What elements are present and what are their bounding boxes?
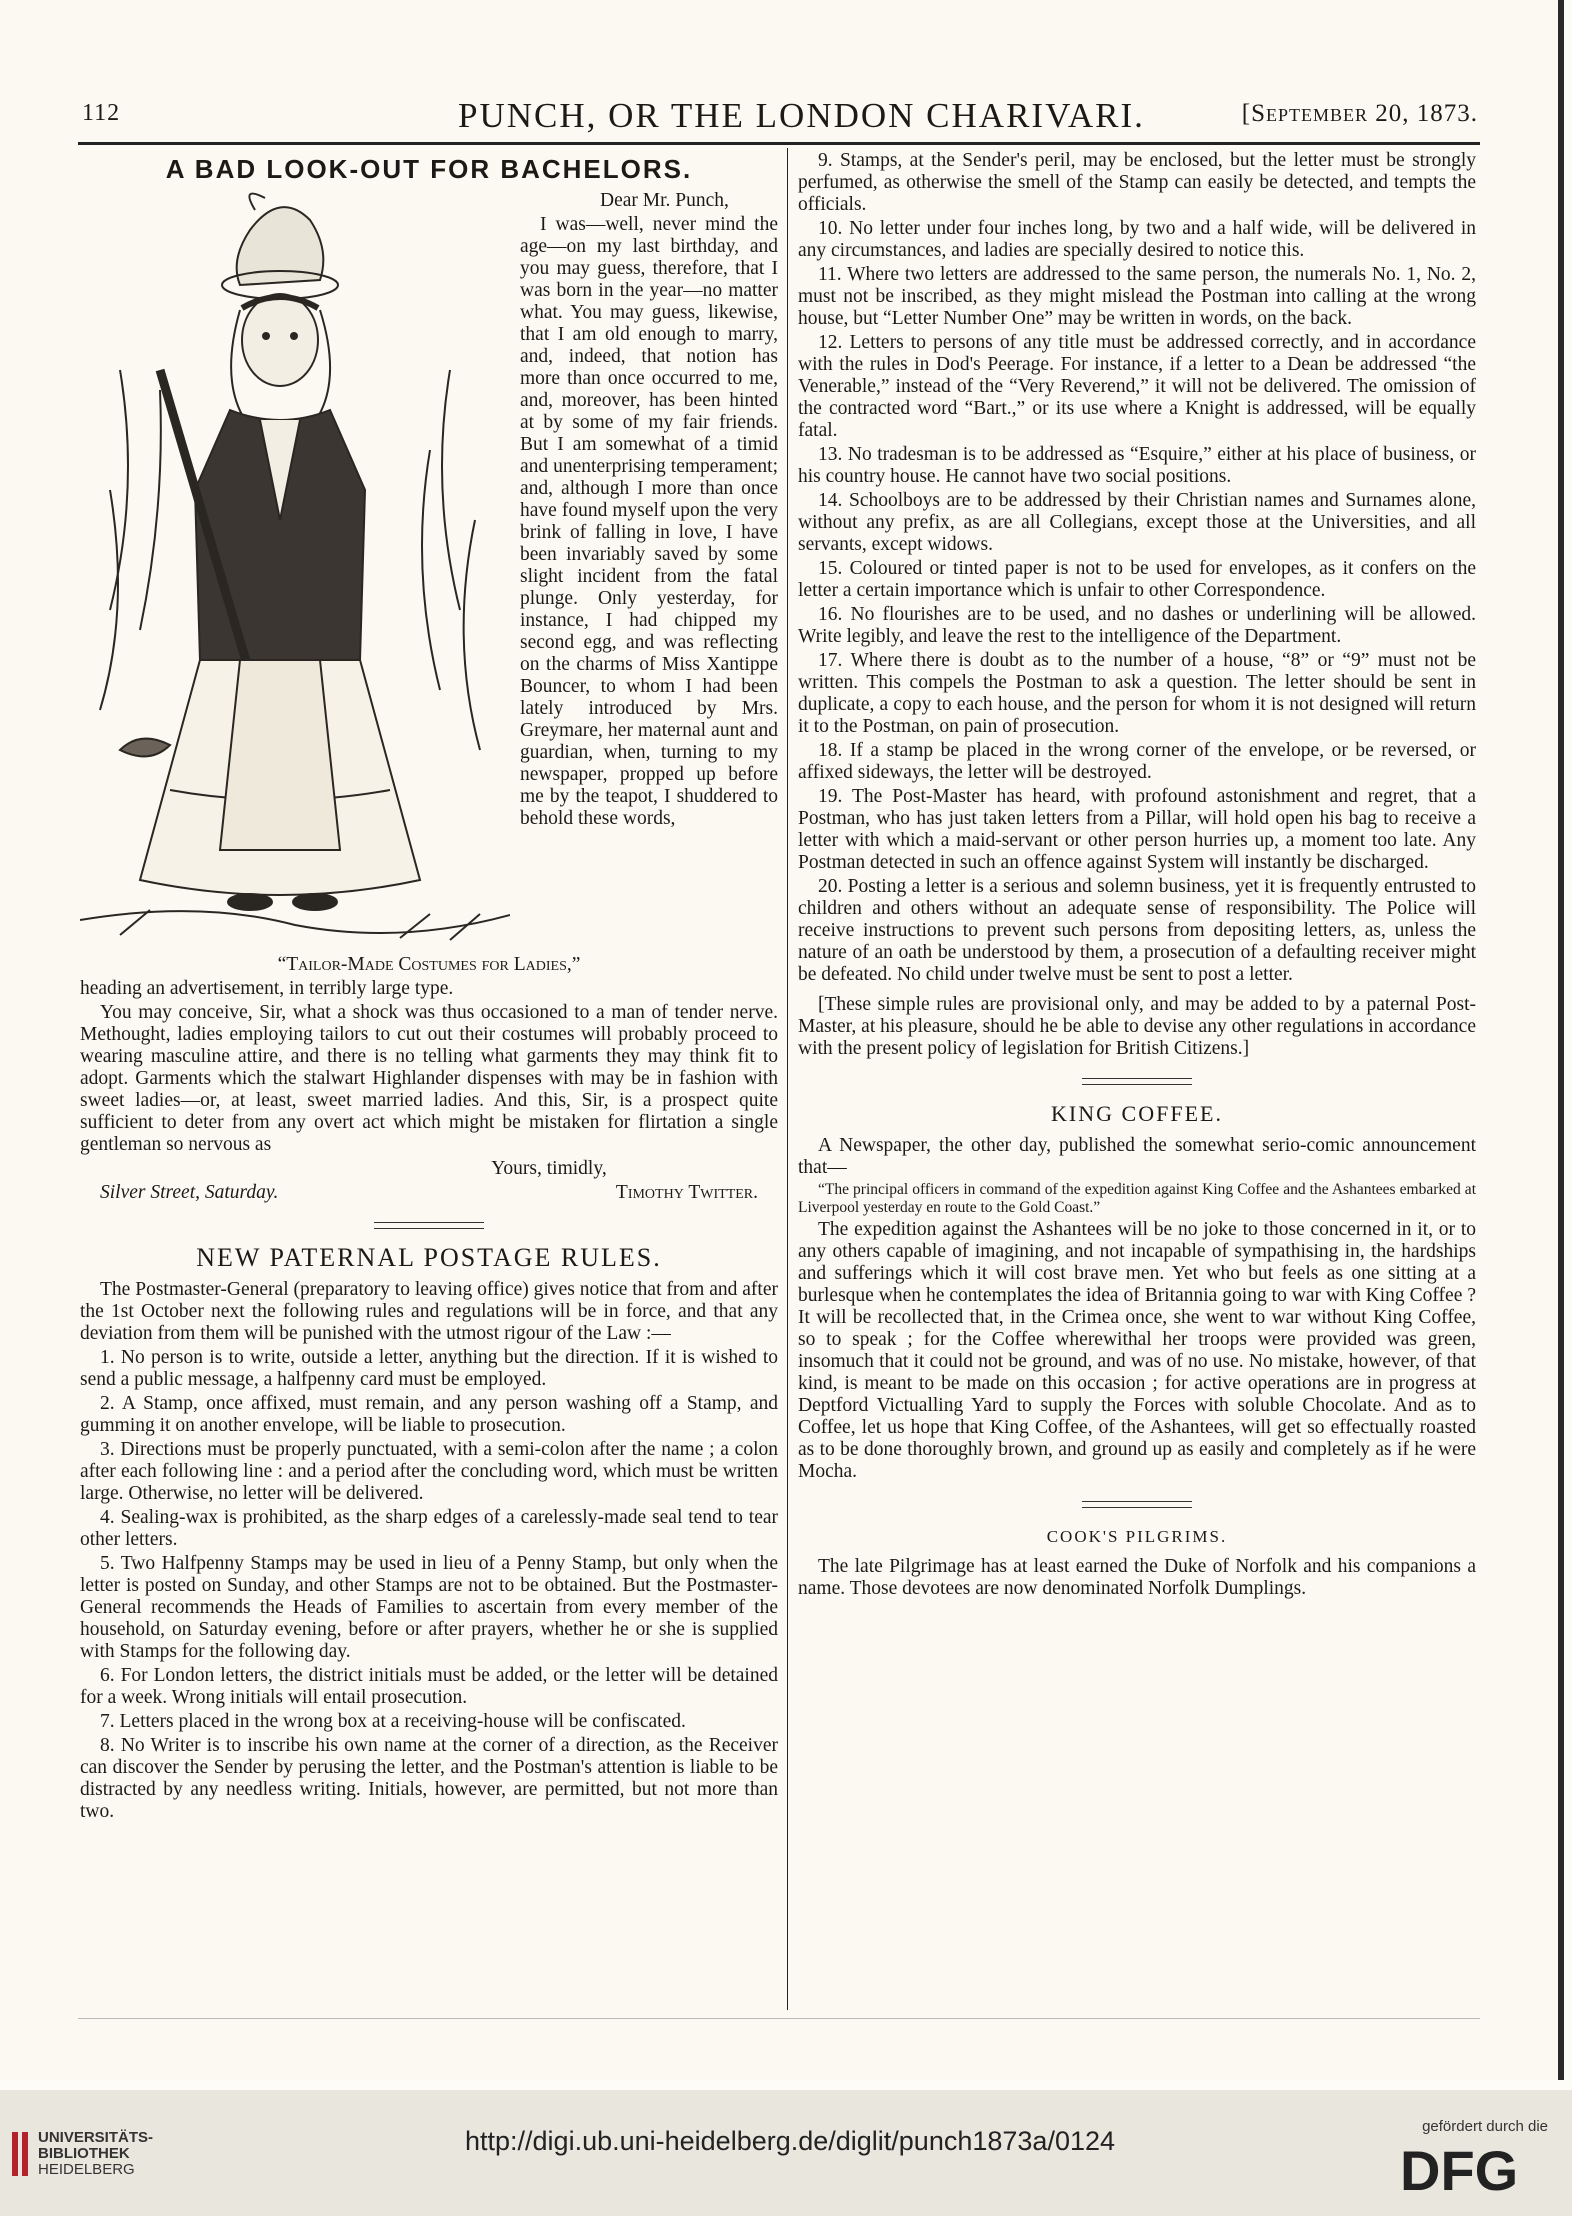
left-column xyxy=(80,150,778,2010)
rule-item: 9. Stamps, at the Sender's peril, may be enclosed, but the letter must be strongly perfumed, as otherwise the smell of the Stamp can easily be detected, and tempts the officials. xyxy=(798,150,1476,215)
page-number: 112 xyxy=(82,100,121,126)
rule-item: 19. The Post-Master has heard, with profound astonishment and regret, that a Postman, who has just taken letters from a Pillar, will hold open his bag to receive a letter with which a maid-servant or other person hurries up, a moment too late. Any Postman detected in such an offence against System will instantly be discharged. xyxy=(798,786,1476,873)
column-divider xyxy=(787,148,788,2010)
university-library-logo-icon xyxy=(10,2132,30,2176)
right-column xyxy=(798,150,1476,2010)
article-title-pilgrims: COOK'S PILGRIMS. xyxy=(1046,1527,1228,1546)
source-url-link[interactable]: http://digi.ub.uni-heidelberg.de/diglit/punch1873a/0124 xyxy=(465,2126,1116,2156)
illustration-woman-with-gun xyxy=(80,190,510,950)
rule-item: 10. No letter under four inches long, by two and a half wide, will be delivered in any circumstances, and ladies are specially desired to notice this. xyxy=(798,218,1476,261)
rule-item: 4. Sealing-wax is prohibited, as the sharp edges of a carelessly-made seal tend to tear other letters. xyxy=(80,1507,778,1550)
pilgrims-body: The late Pilgrimage has at least earned the Duke of Norfolk and his companions a name. Those devotees are now denominated Norfolk Dumplings. xyxy=(798,1556,1476,1599)
article-title-coffee: KING COFFEE. xyxy=(1051,1101,1223,1126)
rule-item: 11. Where two letters are addressed to the same person, the numerals No. 1, No. 2, must not be inscribed, as they might mislead the Postman into calling at the wrong house, but “Letter Number One” may be written in words, on the back. xyxy=(798,264,1476,329)
rule-item: 5. Two Halfpenny Stamps may be used in lieu of a Penny Stamp, but only when the letter is posted on Sunday, and other Stamps are not to be obtained. But the Postmaster-General recommends the Heads of Families to ascertain from every member of the household, on Saturday evening, before or after prayers, whether he or she is supplied with Stamps for the following day. xyxy=(80,1553,778,1662)
rule-item: 6. For London letters, the district initials must be added, or the letter will be detained for a week. Wrong initials will entail prosecution. xyxy=(80,1665,778,1708)
rule-item: 1. No person is to write, outside a letter, anything but the direction. If it is wished to send a public message, a halfpenny card must be employed. xyxy=(80,1347,778,1390)
postage-note: [These simple rules are provisional only, and may be added to by a paternal Post-Master, at his pleasure, should he be able to devise any other regulations in accordance with the present policy of legislation for British Citizens.] xyxy=(798,994,1476,1059)
rule-item: 16. No flourishes are to be used, and no dashes or underlining will be allowed. Write legibly, and leave the rest to the intelligence of the Department. xyxy=(798,604,1476,647)
bachelors-paragraph-1: I was—well, never mind the age—on my last birthday, and you may guess, therefore, that I was born in the year—no matter what. You may guess, likewise, that I am old enough to marry, and, indeed, that notion has more than once occurred to me, and, moreover, has been hinted at by some of my fair friends. But I am somewhat of a timid and unenterprising temperament; and, although I more than once have found myself upon the very brink of falling in love, I have been invariably saved by some slight incident from the fatal plunge. Only yesterday, for instance, I had chipped my second egg, and was reflecting on the charms of Miss Xantippe Bouncer, to whom I had been lately introduced by Mrs. Greymare, her maternal aunt and guardian, when, turning to my newspaper, propped up before me by the teapot, I shuddered to behold these words, xyxy=(520,214,778,829)
dfg-logo-icon xyxy=(1398,2140,1548,2196)
svg-text:DFG: DFG xyxy=(1400,2140,1519,2196)
coffee-intro: A Newspaper, the other day, published the somewhat serio-comic announcement that— xyxy=(798,1135,1476,1178)
coffee-body: The expedition against the Ashantees will be no joke to those concerned in it, or to any others capable of imagining, and not incapable of sympathising in, the hardships and sufferings which it will cost brave men. Yet who but feels as one sitting at a burlesque when he contemplates the idea of Britannia going to war with King Coffee ? It will be recollected that, in the Crimea once, she went to war without King Coffee, so to speak ; for the Coffee wherewithal her troops were provided was green, insomuch that it could not be ground, and was of no use. No mistake, however, of that kind, is meant to be made on this occasion ; for active operations are in progress at Deptford Victualling Yard to supply the Forces with soluble Chocolate. And as to Coffee, let us hope that King Coffee, of the Ashantees, will get so effectually roasted as to be done thoroughly brown, and ground up as easily and completely as if he were Mocha. xyxy=(798,1219,1476,1482)
masthead xyxy=(78,96,1478,136)
rule-item: 12. Letters to persons of any title must be addressed correctly, and in accordance with the rules in Dod's Peerage. For instance, if a letter to a Dean be addressed “the Venerable,” instead of the “Very Reverend,” it will not be delivered. The omission of the contracted word “Bart.,” or its use where a Knight is addressed, will be equally fatal. xyxy=(798,332,1476,441)
rule-item: 15. Coloured or tinted paper is not to be used for envelopes, as it confers on the letter a certain importance which is unfair to other Correspondence. xyxy=(798,558,1476,601)
library-name: UNIVERSITÄTS- BIBLIOTHEK HEIDELBERG xyxy=(38,2129,154,2178)
masthead-rule xyxy=(78,142,1480,145)
funding-label: gefördert durch die xyxy=(1422,2118,1548,2135)
issue-date: [September 20, 1873. xyxy=(1241,100,1478,127)
postage-intro: The Postmaster-General (preparatory to leaving office) gives notice that from and after the 1st October next the following rules and regulations will be in force, and that any deviation from them will be punished with the utmost rigour of the Law :— xyxy=(80,1279,778,1344)
advert-quote: “Tailor-Made Costumes for Ladies,” xyxy=(277,954,581,975)
publication-title: PUNCH, OR THE LONDON CHARIVARI. xyxy=(458,96,1145,135)
rule-item: 8. No Writer is to inscribe his own name at the corner of a direction, as the Receiver can discover the Sender by perusing the letter, and the Postman's attention is liable to be distracted by any needless writing. Initials, however, are permitted, but not more than two. xyxy=(80,1735,778,1822)
signature-name: Timothy Twitter. xyxy=(615,1182,758,1203)
salutation: Dear Mr. Punch, xyxy=(600,190,729,211)
closing: Yours, timidly, xyxy=(491,1158,607,1179)
signature-place: Silver Street, Saturday. xyxy=(100,1182,279,1203)
rule-item: 20. Posting a letter is a serious and solemn business, yet it is frequently entrusted to children and others without an adequate sense of responsibility. The Police will receive instructions to prevent such persons from depositing letters, as, unless the nature of an oath be understood by them, a prosecution of a defaulting receiver might be defeated. No child under twelve must be sent to post a letter. xyxy=(798,876,1476,985)
bachelors-paragraph-2: heading an advertisement, in terribly large type. xyxy=(80,978,454,999)
section-divider xyxy=(1082,1501,1192,1508)
article-title-postage: NEW PATERNAL POSTAGE RULES. xyxy=(196,1243,662,1272)
rule-item: 14. Schoolboys are to be addressed by their Christian names and Surnames alone, without any prefix, as are all Collegians, except those at the Universities, and all servants, except widows. xyxy=(798,490,1476,555)
coffee-quote: “The principal officers in command of the expedition against King Coffee and the Ashantees embarked at Liverpool yesterday en route to the Gold Coast.” xyxy=(798,1181,1476,1216)
rule-item: 18. If a stamp be placed in the wrong corner of the envelope, or be reversed, or affixed sideways, the letter will be destroyed. xyxy=(798,740,1476,783)
digitization-footer xyxy=(0,2090,1572,2216)
signature-line xyxy=(80,1182,778,1204)
rule-item: 3. Directions must be properly punctuated, with a semi-colon after the name ; a colon after each following line : and a period after the concluding word, which must be written large. Otherwise, no letter will be delivered. xyxy=(80,1439,778,1504)
bachelors-paragraph-3: You may conceive, Sir, what a shock was thus occasioned to a man of tender nerve. Methought, ladies employing tailors to cut out their costumes will probably proceed to wearing masculine attire, and there is no telling what garments they may think fit to adopt. Garments which the stalwart Highlander dispenses with may be in fashion with sweet ladies—or, at least, sweet married ladies. And this, Sir, is a prospect quite sufficient to deter from any overt act which might be mistaken for flirtation a single gentleman so nervous as xyxy=(80,1002,778,1155)
rule-item: 17. Where there is doubt as to the number of a house, “8” or “9” must not be written. This compels the Postman to ask a question. The letter should be sent in duplicate, a copy to each house, and the person for whom it is not designed will return it to the Postman, on pain of prosecution. xyxy=(798,650,1476,737)
section-divider xyxy=(374,1222,484,1229)
article-title-bachelors: A BAD LOOK-OUT FOR BACHELORS. xyxy=(165,154,693,184)
rule-item: 13. No tradesman is to be addressed as “Esquire,” either at his place of business, or his country house. He cannot have two social positions. xyxy=(798,444,1476,487)
rule-item: 7. Letters placed in the wrong box at a receiving-house will be confiscated. xyxy=(100,1711,686,1732)
section-divider xyxy=(1082,1078,1192,1085)
bottom-rule xyxy=(78,2018,1480,2019)
rule-item: 2. A Stamp, once affixed, must remain, and any person washing off a Stamp, and gumming it on another envelope, will be liable to prosecution. xyxy=(80,1393,778,1436)
